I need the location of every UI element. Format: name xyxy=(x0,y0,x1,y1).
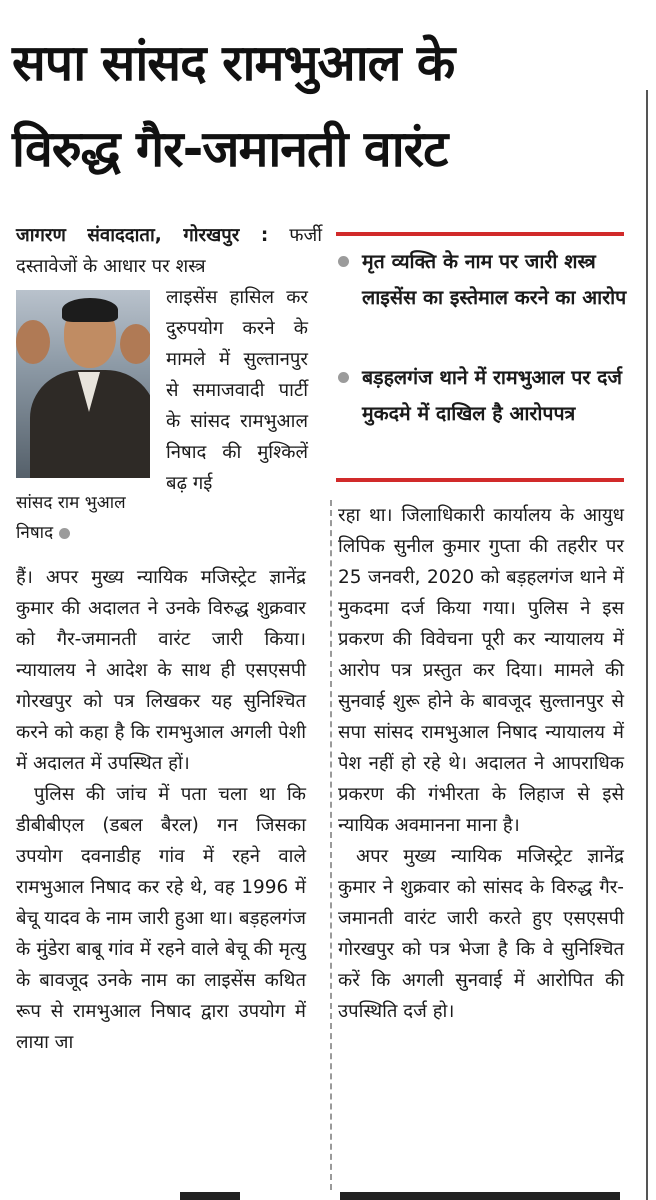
mp-photo xyxy=(16,290,150,478)
highlights-top-rule xyxy=(336,232,624,236)
highlight-text: मृत व्यक्ति के नाम पर जारी शस्त्र लाइसेंस का इस्तेमाल करने का आरोप xyxy=(362,250,627,309)
highlight-item xyxy=(336,244,636,316)
headline-line-1: सपा सांसद रामभुआल के xyxy=(12,34,455,92)
highlight-bullet-icon xyxy=(338,372,349,383)
wrap-paragraph: लाइसेंस हासिल कर दुरुपयोग करने के मामले में सुल्तानपुर से समाजवादी पार्टी के सांसद रामभुआल निषाद की मुश्किलें बढ़ गई xyxy=(166,287,308,494)
photo-background-person xyxy=(16,320,50,364)
highlight-text: बड़हलगंज थाने में रामभुआल पर दर्ज मुकदमे में दाखिल है आरोपपत्र xyxy=(362,366,622,425)
next-story-fragment xyxy=(340,1192,620,1200)
highlight-item xyxy=(336,360,636,432)
headline xyxy=(12,20,632,192)
photo-subject-hair xyxy=(62,298,118,322)
next-story-fragment xyxy=(180,1192,240,1200)
right-column-body xyxy=(338,500,624,1027)
body-paragraph-1: हैं। अपर मुख्य न्यायिक मजिस्ट्रेट ज्ञानेंद्र कुमार की अदालत ने उनके विरुद्ध शुक्रवार को गैर-जमानती वारंट जारी किया। न्यायालय ने आदेश के साथ ही एसएसपी गोरखपुर को पत्र लिखकर यह सुनिश्चित करने को कहा है कि रामभुआल अगली पेशी में अदालत में उपस्थित हों। xyxy=(16,567,306,774)
highlight-bullet-icon xyxy=(338,256,349,267)
left-column-wrap xyxy=(166,282,308,499)
caption-bullet-icon xyxy=(59,528,70,539)
lead-text: फर्जी दस्तावेजों के आधार पर शस्त्र xyxy=(16,225,322,277)
photo-caption-text: सांसद राम भुआल निषाद xyxy=(16,493,126,543)
right-paragraph-2: अपर मुख्य न्यायिक मजिस्ट्रेट ज्ञानेंद्र कुमार ने शुक्रवार को सांसद के विरुद्ध गैर-जमानती वारंट जारी करते हुए एसएसपी गोरखपुर को पत्र भेजा है कि वे सुनिश्चित करें कि अगली सुनवाई में आरोपित की उपस्थिति दर्ज हो। xyxy=(338,846,624,1022)
photo-caption xyxy=(16,488,156,548)
photo-background-person xyxy=(120,324,150,364)
page-edge-rule xyxy=(646,90,648,1200)
left-column-body xyxy=(16,562,306,1058)
column-separator xyxy=(330,500,332,1190)
lead-paragraph xyxy=(16,220,322,282)
highlights-bottom-rule xyxy=(336,478,624,482)
dateline: जागरण संवाददाता, गोरखपुर : xyxy=(16,225,269,246)
left-column-top xyxy=(16,220,322,282)
right-paragraph-1: रहा था। जिलाधिकारी कार्यालय के आयुध लिपिक सुनील कुमार गुप्ता की तहरीर पर 25 जनवरी, 2020 को बड़हलगंज थाने में मुकदमा दर्ज किया गया। पुलिस ने इस प्रकरण की विवेचना पूरी कर न्यायालय में आरोप पत्र प्रस्तुत कर दिया। मामले की सुनवाई शुरू होने के बावजूद सुल्तानपुर से सपा सांसद रामभुआल निषाद न्यायालय में पेश नहीं हो रहे थे। अदालत ने आपराधिक प्रकरण की गंभीरता के लिहाज से इसे न्यायिक अवमानना माना है। xyxy=(338,505,624,836)
body-paragraph-2: पुलिस की जांच में पता चला था कि डीबीबीएल (डबल बैरल) गन जिसका उपयोग दवनाडीह गांव में रहने वाले रामभुआल निषाद कर रहे थे, वह 1996 में बेचू यादव के नाम जारी हुआ था। बड़हलगंज के मुंडेरा बाबू गांव में रहने वाले बेचू की मृत्यु के बावजूद उनके नाम का लाइसेंस कथित रूप से रामभुआल निषाद द्वारा उपयोग में लाया जा xyxy=(16,784,306,1053)
headline-line-2: विरुद्ध गैर-जमानती वारंट xyxy=(12,120,448,178)
